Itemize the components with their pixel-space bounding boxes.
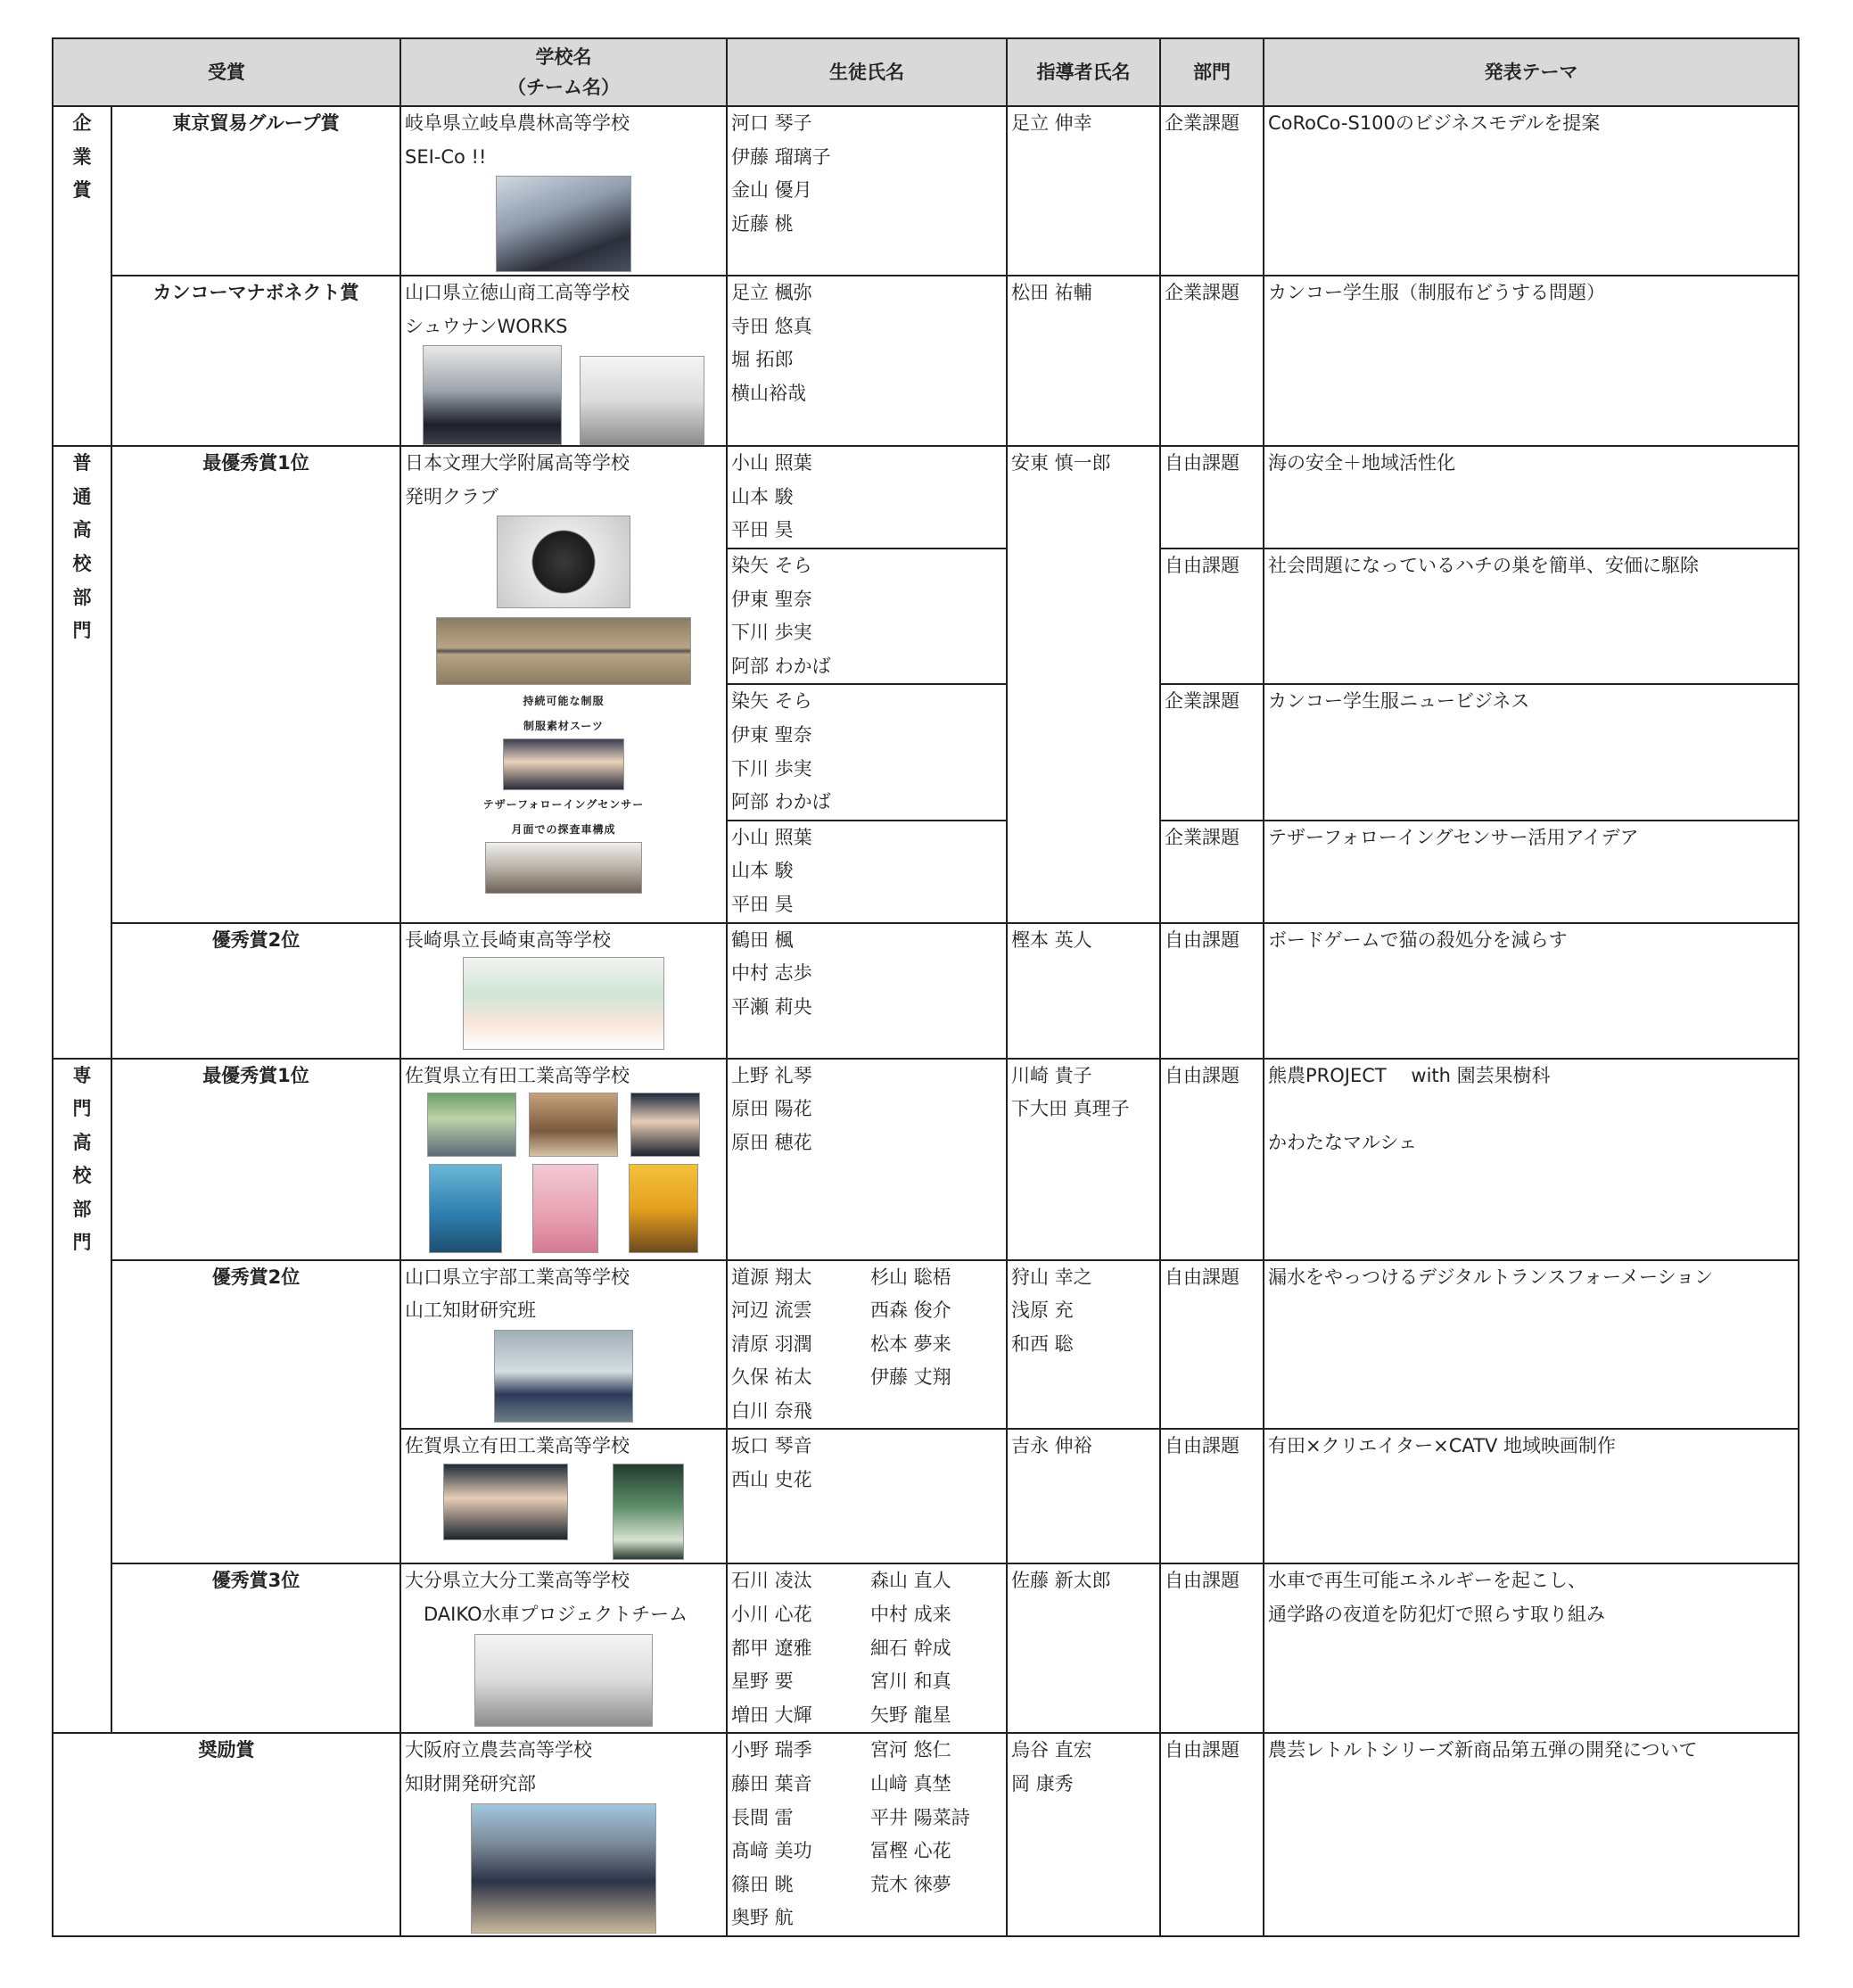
table-row — [53, 1260, 1799, 1430]
category-cell — [1160, 276, 1264, 446]
header-school-line1: 学校名 — [535, 46, 592, 68]
theme-text: ボードゲームで猫の殺処分を減らす — [1268, 928, 1568, 951]
theme-text: カンコー学生服ニュービジネス — [1268, 690, 1530, 713]
school-cell — [400, 1429, 727, 1563]
category-label: 自由課題 — [1165, 1570, 1239, 1592]
category-cell — [1160, 1260, 1264, 1430]
student-name: 小野 瑞季 — [731, 1739, 812, 1761]
student-name: 奥野 航 — [731, 1907, 794, 1929]
advisor-cell — [1007, 276, 1160, 446]
advisor-name: 狩山 幸之 — [1011, 1266, 1092, 1288]
school-name: 岐阜県立岐阜農林高等学校 — [405, 112, 630, 134]
student-name: 足立 楓弥 — [731, 282, 812, 303]
theme-text: 社会問題になっているハチの巣を簡単、安価に駆除 — [1268, 554, 1699, 576]
students-cell — [727, 684, 1007, 820]
theme-cell — [1264, 923, 1799, 1059]
school-cell — [400, 276, 727, 446]
team-photo — [496, 176, 631, 272]
student-name: 原田 穂花 — [731, 1131, 812, 1153]
category-cell — [1160, 1563, 1264, 1733]
school-name: 大阪府立農芸高等学校 — [405, 1739, 592, 1761]
category-cell — [1160, 821, 1264, 923]
advisor-name: 吉永 伸裕 — [1011, 1435, 1092, 1457]
student-name: 阿部 わかば — [731, 791, 831, 813]
student-name: 細石 幹成 — [870, 1637, 951, 1659]
category-cell — [1160, 446, 1264, 549]
advisor-name: 岡 康秀 — [1011, 1773, 1074, 1795]
student-name: 矢野 龍星 — [870, 1703, 951, 1726]
students-cell — [727, 549, 1007, 684]
student-name: 杉山 聡梧 — [870, 1266, 951, 1288]
student-name: 阿部 わかば — [731, 655, 831, 677]
student-name: 松本 夢来 — [870, 1332, 951, 1355]
category-label: 企業課題 — [1165, 826, 1239, 848]
poster-image — [429, 1164, 502, 1253]
table-row — [53, 446, 1799, 549]
team-photo — [471, 1803, 656, 1934]
student-name: 近藤 桃 — [731, 212, 794, 235]
rover-photo — [485, 842, 642, 894]
advisor-name: 松田 祐輔 — [1011, 282, 1092, 303]
student-name: 小川 心花 — [731, 1604, 812, 1626]
school-name: 山口県立宇部工業高等学校 — [405, 1266, 630, 1288]
student-name: 篠田 眺 — [731, 1873, 794, 1895]
student-name: 寺田 悠真 — [731, 315, 812, 337]
student-name: 鶴田 楓 — [731, 928, 794, 951]
team-photo — [580, 356, 704, 445]
category-label: 自由課題 — [1165, 1739, 1239, 1761]
category-label: 自由課題 — [1165, 1435, 1239, 1457]
student-name: 西山 史花 — [731, 1469, 812, 1491]
team-photo — [503, 738, 624, 790]
school-cell — [400, 1563, 727, 1733]
students-cell — [727, 106, 1007, 276]
theme-cell — [1264, 446, 1799, 549]
theme-text: 漏水をやっつけるデジタルトランスフォーメーション — [1268, 1266, 1714, 1288]
student-name: 藤田 葉音 — [731, 1773, 812, 1795]
category-label: 自由課題 — [1165, 452, 1239, 474]
header-theme: 発表テーマ — [1264, 38, 1799, 106]
student-name: 下川 歩実 — [731, 757, 812, 780]
section-specialized: 専 門 高 校 部 門 — [53, 1059, 111, 1734]
school-name: 山口県立徳山商工高等学校 — [405, 282, 630, 303]
theme-text — [1268, 1093, 1794, 1126]
school-cell — [400, 1059, 727, 1260]
poster-caption: テザーフォローイングセンサー — [482, 798, 645, 812]
student-name: 小山 照葉 — [731, 826, 812, 848]
student-name: 中村 志歩 — [731, 962, 812, 985]
team-photo — [423, 345, 562, 445]
team-name: DAIKO水車プロジェクトチーム — [405, 1604, 688, 1626]
student-name: 増田 大輝 — [731, 1703, 812, 1726]
student-name: 伊藤 丈翔 — [870, 1366, 951, 1389]
poster-image — [629, 1164, 698, 1253]
category-cell — [1160, 1059, 1264, 1260]
category-cell — [1160, 923, 1264, 1059]
advisor-name: 樫本 英人 — [1011, 928, 1092, 951]
student-name: 宮河 悠仁 — [870, 1739, 951, 1761]
category-cell — [1160, 1429, 1264, 1563]
student-name: 山﨑 真埜 — [870, 1773, 951, 1795]
award-spec-third: 優秀賞3位 — [111, 1563, 400, 1733]
table-row — [53, 1059, 1799, 1260]
advisor-name: 佐藤 新太郎 — [1011, 1570, 1111, 1592]
student-name: 西森 俊介 — [870, 1299, 951, 1322]
advisor-name: 足立 伸幸 — [1011, 112, 1092, 134]
school-name: 佐賀県立有田工業高等学校 — [405, 1064, 630, 1086]
student-name: 道源 翔太 — [731, 1266, 812, 1288]
students-cell — [727, 1429, 1007, 1563]
header-students: 生徒氏名 — [727, 38, 1007, 106]
activity-photo — [529, 1093, 618, 1157]
category-label: 企業課題 — [1165, 282, 1239, 303]
section-general: 普 通 高 校 部 門 — [53, 446, 111, 1058]
poster-caption: 持続可能な制服 — [523, 695, 605, 708]
student-name: 伊東 聖奈 — [731, 723, 812, 746]
school-cell — [400, 1260, 727, 1430]
student-name: 清原 羽潤 — [731, 1332, 812, 1355]
advisor-name: 川崎 貴子 — [1011, 1064, 1092, 1086]
school-cell — [400, 106, 727, 276]
advisor-cell — [1007, 106, 1160, 276]
student-name: 平井 陽菜詩 — [870, 1806, 970, 1828]
category-label: 企業課題 — [1165, 112, 1239, 134]
theme-cell — [1264, 1059, 1799, 1260]
student-name: 白川 奈飛 — [731, 1399, 812, 1422]
student-name: 染矢 そら — [731, 554, 812, 576]
poster-caption: 月面での探査車構成 — [511, 823, 616, 837]
student-name: 宮川 和真 — [870, 1670, 951, 1693]
category-label: 自由課題 — [1165, 928, 1239, 951]
team-name: 発明クラブ — [405, 485, 498, 507]
school-cell — [400, 923, 727, 1059]
school-cell — [400, 1733, 727, 1936]
student-name: 伊藤 瑠璃子 — [731, 145, 831, 168]
team-photo — [443, 1464, 568, 1540]
theme-cell — [1264, 1429, 1799, 1563]
student-name: 小山 照葉 — [731, 452, 812, 474]
student-name: 下川 歩実 — [731, 622, 812, 644]
student-name: 久保 祐太 — [731, 1366, 812, 1389]
header-row — [53, 38, 1799, 106]
table-row — [53, 106, 1799, 276]
student-name: 長間 雷 — [731, 1806, 794, 1828]
school-name: 佐賀県立有田工業高等学校 — [405, 1435, 630, 1457]
students-cell — [727, 821, 1007, 923]
students-cell — [727, 1733, 1007, 1936]
header-school — [400, 38, 727, 106]
activity-photo — [630, 1093, 700, 1157]
students-cell — [727, 446, 1007, 549]
student-name: 石川 凌汰 — [731, 1570, 812, 1592]
student-name: 金山 優月 — [731, 179, 812, 202]
student-name: 荒木 徠夢 — [870, 1873, 951, 1895]
activity-photo — [494, 1330, 633, 1423]
theme-cell — [1264, 1260, 1799, 1430]
award-tokyo-boeki: 東京貿易グループ賞 — [111, 106, 400, 276]
student-name: 山本 駿 — [731, 485, 794, 507]
student-name: 平田 昊 — [731, 519, 794, 541]
header-advisor: 指導者氏名 — [1007, 38, 1160, 106]
advisor-cell — [1007, 1260, 1160, 1430]
theme-text: テザーフォローイングセンサー活用アイデア — [1268, 826, 1639, 848]
student-name: 髙﨑 美功 — [731, 1840, 812, 1862]
student-name: 横山裕哉 — [731, 382, 806, 404]
team-name: 山工知財研究班 — [405, 1299, 536, 1322]
advisor-name: 下大田 真理子 — [1011, 1098, 1130, 1120]
students-cell — [727, 276, 1007, 446]
header-category: 部門 — [1160, 38, 1264, 106]
waterwheel-photo — [474, 1634, 653, 1727]
students-cell — [727, 1563, 1007, 1733]
board-game-image — [463, 957, 664, 1050]
theme-text: 通学路の夜道を防犯灯で照らす取り組み — [1268, 1604, 1605, 1626]
invention-photo — [497, 516, 630, 608]
student-name: 染矢 そら — [731, 690, 812, 713]
poster-caption: 制服素材スーツ — [523, 720, 604, 733]
advisor-cell — [1007, 1429, 1160, 1563]
team-name: シュウナンWORKS — [405, 315, 568, 337]
invention-photo — [436, 617, 691, 685]
table-row — [53, 1733, 1799, 1936]
school-name: 日本文理大学附属高等学校 — [405, 452, 630, 474]
theme-cell — [1264, 276, 1799, 446]
table-row — [53, 923, 1799, 1059]
category-cell — [1160, 106, 1264, 276]
header-school-line2: （チーム名） — [507, 77, 620, 98]
award-kanko: カンコーマナボネクト賞 — [111, 276, 400, 446]
school-name: 大分県立大分工業高等学校 — [405, 1570, 630, 1592]
table-row — [53, 276, 1799, 446]
advisor-cell — [1007, 1059, 1160, 1260]
team-name: 知財開発研究部 — [405, 1773, 536, 1795]
activity-photo — [427, 1093, 516, 1157]
students-cell — [727, 923, 1007, 1059]
theme-cell — [1264, 1733, 1799, 1936]
advisor-cell — [1007, 1563, 1160, 1733]
team-name: SEI-Co !! — [405, 145, 487, 168]
student-name: 坂口 琴音 — [731, 1435, 812, 1457]
student-name: 上野 礼琴 — [731, 1064, 812, 1086]
theme-cell — [1264, 1563, 1799, 1733]
advisor-name: 安東 慎一郎 — [1011, 452, 1111, 474]
theme-text: カンコー学生服（制服布どうする問題） — [1268, 282, 1605, 303]
header-award: 受賞 — [53, 38, 400, 106]
advisor-cell — [1007, 446, 1160, 922]
award-spec-first: 最優秀賞1位 — [111, 1059, 400, 1260]
advisor-name: 烏谷 直宏 — [1011, 1739, 1092, 1761]
student-name: 平瀬 莉央 — [731, 995, 812, 1018]
theme-text: 海の安全＋地域活性化 — [1268, 452, 1455, 474]
award-general-second: 優秀賞2位 — [111, 923, 400, 1059]
category-label: 自由課題 — [1165, 554, 1239, 576]
school-name: 長崎県立長崎東高等学校 — [405, 928, 611, 951]
student-name: 森山 直人 — [870, 1570, 951, 1592]
theme-text: 有田×クリエイター×CATV 地域映画制作 — [1268, 1435, 1617, 1457]
students-cell — [727, 1059, 1007, 1260]
advisor-cell — [1007, 1733, 1160, 1936]
student-name: 河辺 流雲 — [731, 1299, 812, 1322]
category-label: 自由課題 — [1165, 1266, 1239, 1288]
film-poster — [613, 1464, 684, 1560]
awards-table — [52, 37, 1799, 1937]
table-row — [53, 1563, 1799, 1733]
theme-text: 農芸レトルトシリーズ新商品第五弾の開発について — [1268, 1739, 1698, 1761]
student-name: 都甲 遼雅 — [731, 1637, 812, 1659]
theme-text: かわたなマルシェ — [1268, 1131, 1418, 1153]
theme-cell — [1264, 821, 1799, 923]
category-cell — [1160, 549, 1264, 684]
theme-text: 水車で再生可能エネルギーを起こし、 — [1268, 1570, 1586, 1592]
award-spec-second: 優秀賞2位 — [111, 1260, 400, 1564]
student-name: 中村 成来 — [870, 1604, 951, 1626]
category-cell — [1160, 684, 1264, 820]
student-name: 伊東 聖奈 — [731, 588, 812, 610]
section-corporate: 企 業 賞 — [53, 106, 111, 446]
category-cell — [1160, 1733, 1264, 1936]
student-name: 冨樫 心花 — [870, 1840, 951, 1862]
theme-cell — [1264, 106, 1799, 276]
advisor-name: 浅原 充 — [1011, 1299, 1074, 1322]
theme-text: CoRoCo-S100のビジネスモデルを提案 — [1268, 112, 1601, 134]
student-name: 平田 昊 — [731, 893, 794, 915]
advisor-name: 和西 聡 — [1011, 1332, 1074, 1355]
advisor-cell — [1007, 923, 1160, 1059]
theme-cell — [1264, 684, 1799, 820]
student-name: 原田 陽花 — [731, 1098, 812, 1120]
award-encouragement: 奨励賞 — [53, 1733, 400, 1936]
category-label: 企業課題 — [1165, 690, 1239, 713]
students-cell — [727, 1260, 1007, 1430]
student-name: 河口 琴子 — [731, 112, 812, 134]
poster-image — [532, 1164, 598, 1253]
award-general-first: 最優秀賞1位 — [111, 446, 400, 922]
school-cell — [400, 446, 727, 922]
student-name: 山本 駿 — [731, 860, 794, 882]
student-name: 星野 要 — [731, 1670, 794, 1693]
theme-cell — [1264, 549, 1799, 684]
category-label: 自由課題 — [1165, 1064, 1239, 1086]
theme-text: 熊農PROJECT with 園芸果樹科 — [1268, 1064, 1551, 1086]
student-name: 堀 拓郎 — [731, 349, 794, 371]
